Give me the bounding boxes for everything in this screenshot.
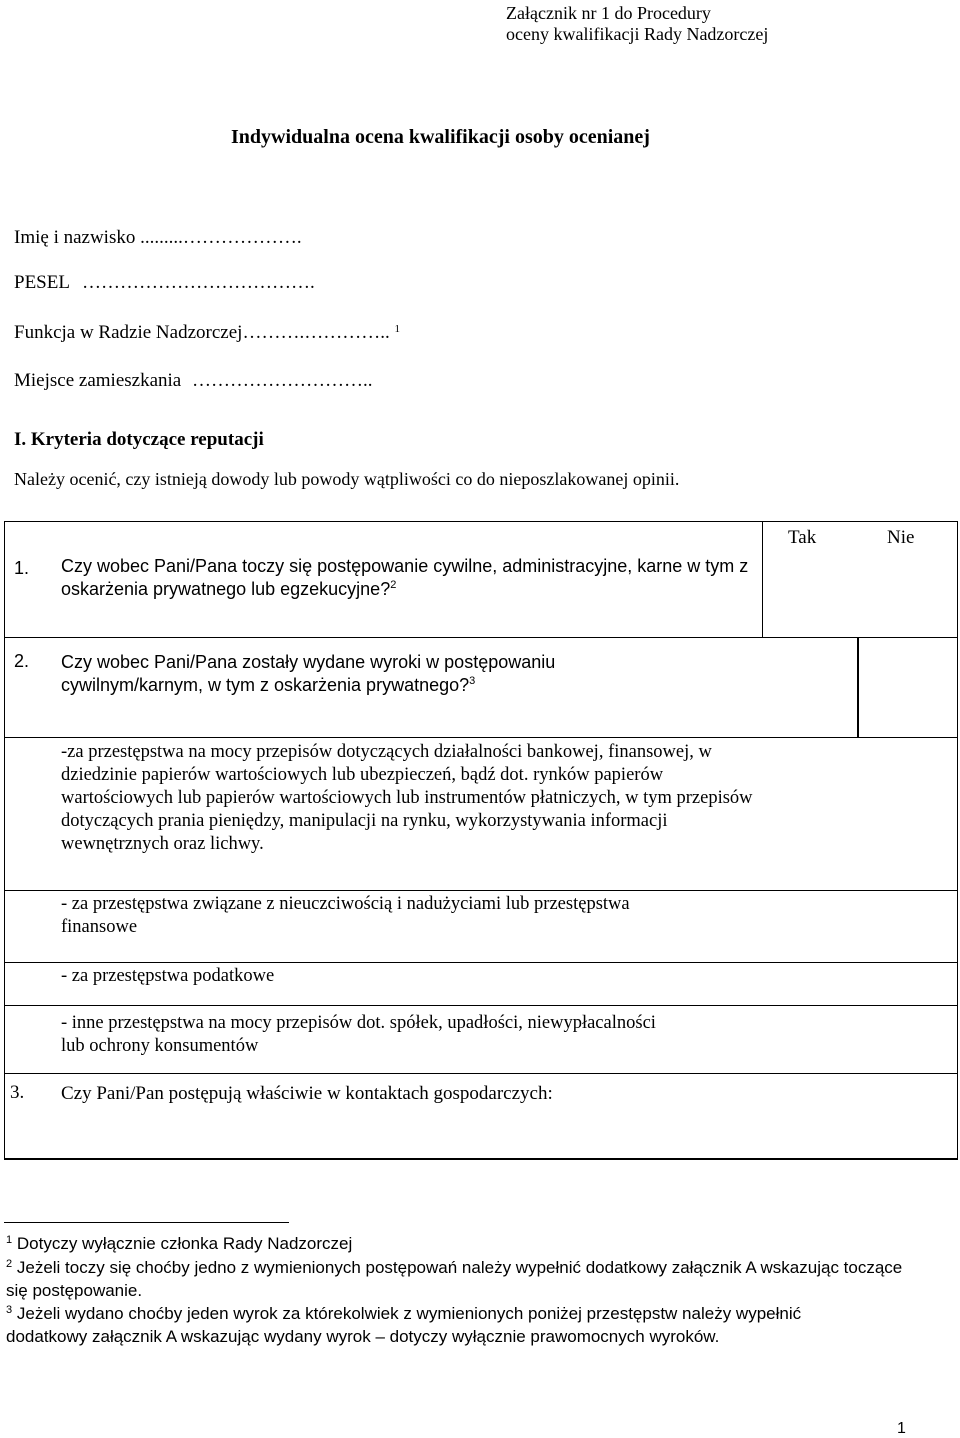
- question-2c-text: - za przestępstwa podatkowe: [61, 966, 275, 986]
- footnote-1-text: Dotyczy wyłącznie członka Rady Nadzorczej: [16, 1234, 353, 1253]
- question-1-footnote-ref: 2: [390, 579, 397, 591]
- residence-field: [14, 369, 372, 393]
- function-field: [14, 321, 400, 345]
- question-2a-text: -za przestępstwa na mocy przepisów dotyczących działalności bankowej, finansowej, w dziedzinie papierów wartościowych lub ubezpieczeń, bądź dot. rynków papierów wartościowych lub papierów wartościowych lub instrumentów płatniczych, w tym przepisów dotyczących prania pieniędzy, manipulacji na rynku, wykorzystywania informacji wewnętrznych oraz lichwy.: [61, 742, 753, 854]
- section-title: I. Kryteria dotyczące reputacji: [14, 429, 264, 450]
- row-separator-1: [4, 637, 958, 638]
- pesel-label: PESEL: [14, 272, 70, 293]
- row-separator-2: [4, 737, 958, 738]
- footnote-1: [6, 1232, 946, 1255]
- name-label: Imię i nazwisko: [14, 227, 136, 248]
- residence-label: Miejsce zamieszkania: [14, 370, 182, 391]
- pesel-field: [14, 271, 315, 295]
- footnote-2-text: Jeżeli toczy się choćby jedno z wymienionych postępowań należy wypełnić dodatkowy załącznik A wskazując toczące się postępowanie.: [6, 1258, 903, 1300]
- footnote-1-number: 1: [6, 1234, 13, 1246]
- question-3-text: Czy Pani/Pan postępują właściwie w kontaktach gospodarczych:: [61, 1083, 553, 1104]
- question-2-text-content: Czy wobec Pani/Pana zostały wydane wyroki w postępowaniu cywilnym/karnym, w tym z oskarżenia prywatnego?: [61, 652, 556, 695]
- footnote-2-number: 2: [6, 1258, 13, 1270]
- attachment-line-1: Załącznik nr 1 do Procedury: [506, 3, 711, 23]
- question-1-text-content: Czy wobec Pani/Pana toczy się postępowanie cywilne, administracyjne, karne w tym z oskarżenia prywatnego lub egzekucyjne?: [61, 556, 749, 599]
- row-separator-5: [4, 1005, 958, 1006]
- footnote-3: [6, 1302, 886, 1348]
- document-title: Indywidualna ocena kwalifikacji osoby ocenianej: [231, 126, 650, 148]
- row-separator-6: [4, 1073, 958, 1074]
- question-3-number: 3.: [10, 1082, 25, 1103]
- attachment-line-2: oceny kwalifikacji Rady Nadzorczej: [506, 24, 769, 44]
- table-border-bottom: [4, 1158, 958, 1160]
- function-dots: ……….…………..: [242, 322, 390, 343]
- footnote-separator: [4, 1222, 289, 1223]
- footnote-3-text: Jeżeli wydano choćby jeden wyrok za którekolwiek z wymienionych poniżej przestępstw należy wypełnić dodatkowy załącznik A wskazując wydany wyrok – dotyczy wyłącznie prawomocnych wyroków.: [6, 1304, 802, 1346]
- table-border-top: [4, 521, 958, 522]
- question-2-number: 2.: [14, 651, 30, 671]
- name-field: [14, 226, 302, 250]
- question-1-number: 1.: [14, 558, 30, 578]
- table-border-left: [4, 521, 5, 1160]
- question-2d-text: - inne przestępstwa na mocy przepisów dot. spółek, upadłości, niewypłacalności lub ochrony konsumentów: [61, 1013, 656, 1056]
- column-header-no: Nie: [887, 527, 915, 548]
- residence-dots: ………………………..: [191, 370, 373, 391]
- name-dots: .........……………….: [140, 227, 302, 248]
- row-separator-3: [4, 890, 958, 891]
- footnote-3-number: 3: [6, 1304, 13, 1316]
- function-label: Funkcja w Radzie Nadzorczej: [14, 322, 243, 343]
- section-subtitle: Należy ocenić, czy istnieją dowody lub powody wątpliwości co do nieposzlakowanej opinii.: [14, 469, 680, 489]
- footnote-2: [6, 1256, 926, 1302]
- question-1-text: [61, 555, 751, 601]
- question-2-text: [61, 651, 701, 697]
- row-separator-4: [4, 962, 958, 963]
- question-2-footnote-ref: 3: [469, 675, 476, 687]
- page-number: 1: [897, 1420, 906, 1437]
- table-border-right: [957, 521, 958, 1160]
- column-divider-1: [762, 521, 763, 637]
- function-footnote-ref: 1: [394, 323, 400, 335]
- pesel-dots: ……………………………….: [82, 272, 315, 293]
- question-2b-text: - za przestępstwa związane z nieuczciwością i nadużyciami lub przestępstwa finansowe: [61, 894, 630, 937]
- column-header-yes: Tak: [788, 527, 817, 548]
